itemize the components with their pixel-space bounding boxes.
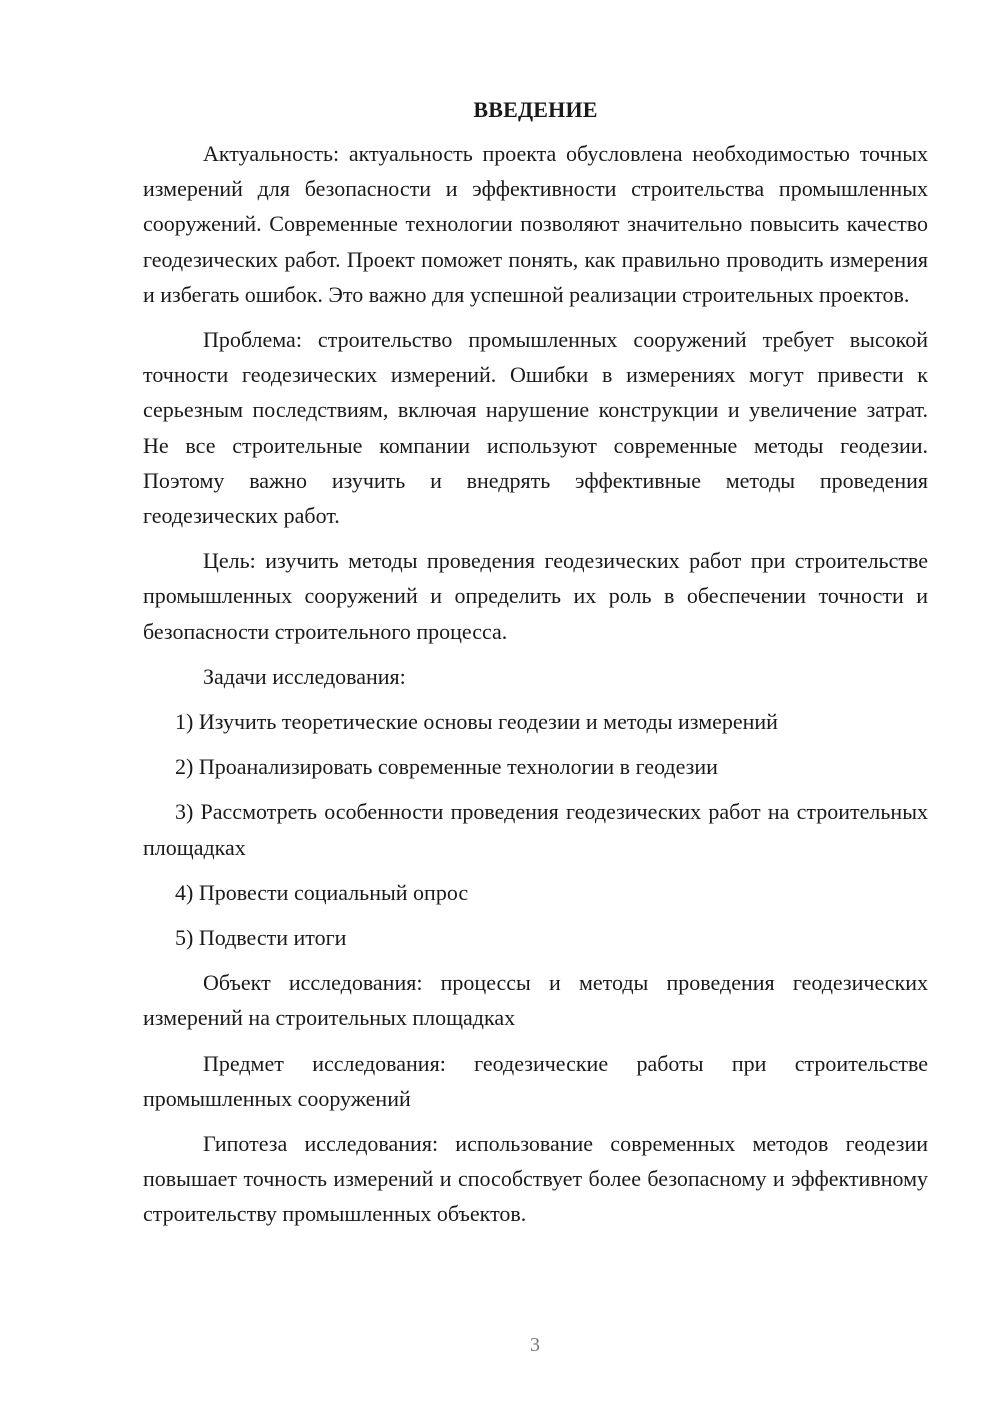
task-item-3: 3) Рассмотреть особенности проведения геодезических работ на строительных площадках xyxy=(143,799,928,860)
task-item-1: 1) Изучить теоретические основы геодезии и методы измерений xyxy=(175,709,778,735)
section-title: ВВЕДЕНИЕ xyxy=(473,97,598,122)
page-number: 3 xyxy=(530,1334,540,1356)
task-item-4: 4) Провести социальный опрос xyxy=(175,879,469,905)
tasks-heading: Задачи исследования: xyxy=(203,663,406,689)
page-body xyxy=(143,95,928,1242)
problem-paragraph: Проблема: строительство промышленных сооружений требует высокой точности геодезических измерений. Ошибки в измерениях могут привести к серьезным последствиям, включая нарушение конструкции и увеличение затрат. Не все строительные компании используют современные методы геодезии. Поэтому важно изучить и внедрять эффективные методы проведения геодезических работ. xyxy=(143,327,928,529)
task-item-5: 5) Подвести итоги xyxy=(175,925,347,951)
task-item-2: 2) Проанализировать современные технологии в геодезии xyxy=(175,754,718,780)
goal-paragraph: Цель: изучить методы проведения геодезических работ при строительстве промышленных сооружений и определить их роль в обеспечении точности и безопасности строительного процесса. xyxy=(143,548,928,644)
hypothesis-paragraph: Гипотеза исследования: использование современных методов геодезии повышает точность измерений и способствует более безопасному и эффективному строительству промышленных объектов. xyxy=(143,1131,928,1227)
relevance-paragraph: Актуальность: актуальность проекта обусловлена необходимостью точных измерений для безопасности и эффективности строительства промышленных сооружений. Современные технологии позволяют значительно повысить качество геодезических работ. Проект поможет понять, как правильно проводить измерения и избегать ошибок. Это важно для успешной реализации строительных проектов. xyxy=(143,141,928,307)
subject-paragraph: Предмет исследования: геодезические работы при строительстве промышленных сооружений xyxy=(143,1050,928,1111)
object-paragraph: Объект исследования: процессы и методы проведения геодезических измерений на строительных площадках xyxy=(143,970,928,1031)
